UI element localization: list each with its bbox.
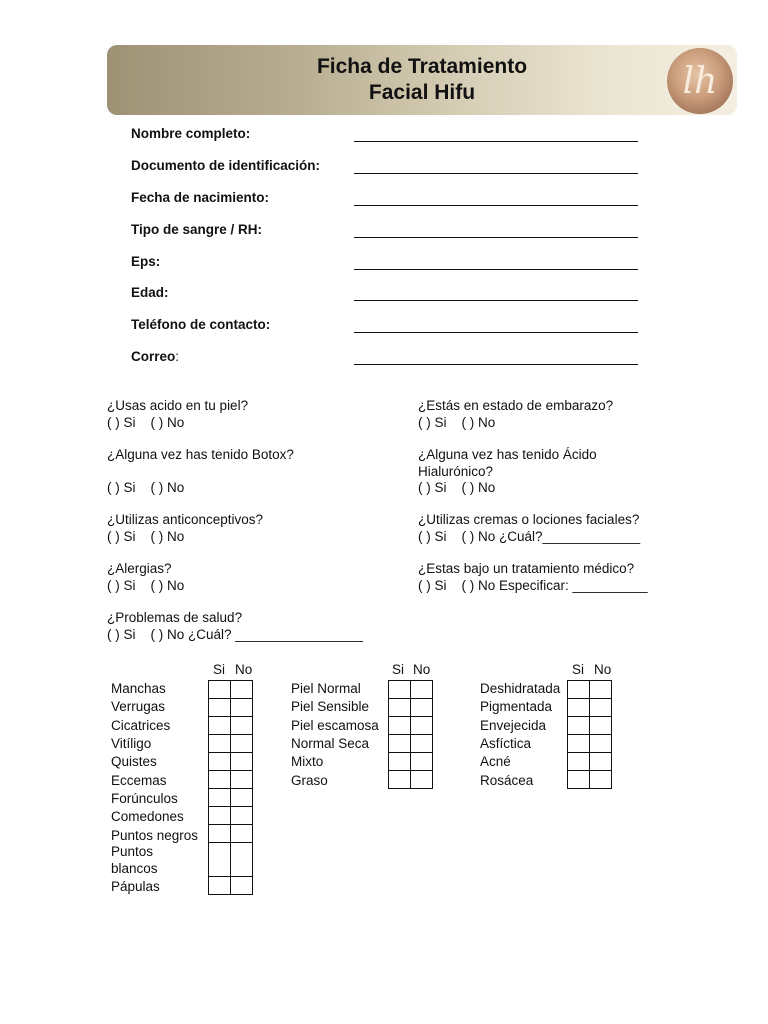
form-title-line1: Ficha de Tratamiento <box>316 55 528 78</box>
checkbox-si[interactable] <box>209 789 231 807</box>
checkbox-no[interactable] <box>231 753 253 771</box>
field-label: Eps: <box>131 254 161 269</box>
brand-logo <box>665 45 735 115</box>
checkbox-si[interactable] <box>209 807 231 825</box>
fill-line[interactable] <box>354 364 638 365</box>
question-cremas <box>418 512 640 545</box>
question-anticonceptivos <box>107 512 263 545</box>
skin-state-label: Acné <box>480 754 511 769</box>
checkbox-no[interactable] <box>231 843 253 877</box>
field-label-bold: Correo <box>131 349 176 364</box>
question-alergias <box>107 561 184 594</box>
question-text: ¿Utilizas anticonceptivos? <box>107 512 264 527</box>
checkbox-no[interactable] <box>231 717 253 735</box>
fill-line[interactable] <box>354 205 638 206</box>
skin-state-label: Deshidratada <box>480 681 561 696</box>
checkbox-si[interactable] <box>568 771 590 789</box>
condition-label: blancos <box>111 861 158 876</box>
checkbox-no[interactable] <box>231 877 253 895</box>
checkbox-no[interactable] <box>411 681 433 699</box>
checkbox-si[interactable] <box>209 825 231 843</box>
checkbox-no[interactable] <box>590 735 612 753</box>
checkbox-no[interactable] <box>590 771 612 789</box>
conditions-checkbox-grid <box>208 680 253 895</box>
checkbox-si[interactable] <box>389 717 411 735</box>
skin-type-label: Piel Normal <box>291 681 361 696</box>
condition-label: Quistes <box>111 754 157 769</box>
condition-label: Cicatrices <box>111 718 171 733</box>
checkbox-si[interactable] <box>209 681 231 699</box>
question-options[interactable]: ( ) Si ( ) No <box>107 577 185 593</box>
checkbox-no[interactable] <box>411 717 433 735</box>
skin-type-label: Graso <box>291 773 328 788</box>
question-botox <box>107 447 294 497</box>
checkbox-no[interactable] <box>231 825 253 843</box>
checkbox-no[interactable] <box>231 789 253 807</box>
grid3-header-no: No <box>594 662 612 677</box>
skin-state-label: Rosácea <box>480 773 534 788</box>
checkbox-no[interactable] <box>411 699 433 717</box>
field-label: Edad: <box>131 285 169 300</box>
question-acido <box>107 398 248 431</box>
grid2-header-no: No <box>413 662 431 677</box>
field-fecha-nacimiento[interactable] <box>131 188 651 212</box>
skin-type-label: Mixto <box>291 754 324 769</box>
question-problemas-salud <box>107 610 363 643</box>
field-label: Tipo de sangre / RH: <box>131 222 263 237</box>
checkbox-si[interactable] <box>389 681 411 699</box>
field-telefono[interactable] <box>131 315 651 339</box>
checkbox-si[interactable] <box>568 681 590 699</box>
checkbox-si[interactable] <box>568 735 590 753</box>
checkbox-si[interactable] <box>389 699 411 717</box>
checkbox-si[interactable] <box>568 753 590 771</box>
fill-line[interactable] <box>354 332 638 333</box>
question-text-line1: ¿Alguna vez has tenido Ácido <box>418 447 597 462</box>
question-text: ¿Estas bajo un tratamiento médico? <box>418 561 635 576</box>
question-options[interactable]: ( ) Si ( ) No <box>107 414 185 430</box>
condition-label: Comedones <box>111 809 184 824</box>
fill-line[interactable] <box>354 237 638 238</box>
question-options[interactable]: ( ) Si ( ) No ¿Cuál?_____________ <box>418 528 641 544</box>
question-text: ¿Problemas de salud? <box>107 610 243 625</box>
grid1-header-si: Si <box>213 662 226 677</box>
skin-types-checkbox-grid <box>388 680 433 789</box>
question-options[interactable]: ( ) Si ( ) No <box>418 414 496 430</box>
checkbox-no[interactable] <box>590 699 612 717</box>
checkbox-si[interactable] <box>389 753 411 771</box>
checkbox-si[interactable] <box>209 699 231 717</box>
skin-state-label: Envejecida <box>480 718 547 733</box>
checkbox-no[interactable] <box>411 771 433 789</box>
checkbox-si[interactable] <box>209 753 231 771</box>
condition-label: Vitíligo <box>111 736 152 751</box>
question-options[interactable]: ( ) Si ( ) No <box>418 480 496 495</box>
condition-label: Verrugas <box>111 699 166 714</box>
checkbox-no[interactable] <box>590 753 612 771</box>
field-tipo-sangre[interactable] <box>131 220 651 244</box>
checkbox-si[interactable] <box>568 699 590 717</box>
field-documento[interactable] <box>131 156 651 180</box>
field-label: Nombre completo: <box>131 126 251 141</box>
checkbox-si[interactable] <box>209 771 231 789</box>
question-text: ¿Alergias? <box>107 561 172 576</box>
question-tratamiento-medico <box>418 561 648 594</box>
question-options[interactable]: ( ) Si ( ) No ¿Cuál? _________________ <box>107 626 363 642</box>
checkbox-no[interactable] <box>231 771 253 789</box>
logo-monogram: lh <box>682 61 718 102</box>
field-label-colon: : <box>175 349 180 364</box>
fill-line[interactable] <box>354 173 638 174</box>
question-text: ¿Utilizas cremas o lociones faciales? <box>418 512 640 527</box>
fill-line[interactable] <box>354 141 638 142</box>
question-options[interactable]: ( ) Si ( ) No <box>107 528 185 544</box>
question-options[interactable]: ( ) Si ( ) No <box>107 480 185 495</box>
field-correo[interactable] <box>131 347 651 371</box>
checkbox-si[interactable] <box>568 717 590 735</box>
checkbox-si[interactable] <box>209 735 231 753</box>
checkbox-si[interactable] <box>209 877 231 895</box>
form-title-line2: Facial Hifu <box>368 81 476 104</box>
checkbox-no[interactable] <box>231 681 253 699</box>
skin-type-label: Normal Seca <box>291 736 370 751</box>
field-label: Documento de identificación: <box>131 158 321 173</box>
condition-label: Manchas <box>111 681 166 696</box>
checkbox-si[interactable] <box>209 717 231 735</box>
grid1-header-no: No <box>235 662 253 677</box>
field-edad[interactable] <box>131 283 651 307</box>
question-embarazo <box>418 398 613 431</box>
skin-state-label: Asfíctica <box>480 736 532 751</box>
checkbox-no[interactable] <box>590 717 612 735</box>
skin-type-label: Piel Sensible <box>291 699 370 714</box>
question-text: ¿Alguna vez has tenido Botox? <box>107 447 294 462</box>
question-text-line2: Hialurónico? <box>418 463 494 479</box>
skin-states-checkbox-grid <box>567 680 612 789</box>
condition-label: Puntos <box>111 844 154 859</box>
question-options[interactable]: ( ) Si ( ) No Especificar: __________ <box>418 577 648 593</box>
condition-label: Eccemas <box>111 773 167 788</box>
checkbox-no[interactable] <box>590 681 612 699</box>
condition-label: Puntos negros <box>111 828 199 843</box>
checkbox-no[interactable] <box>411 735 433 753</box>
skin-type-label: Piel escamosa <box>291 718 379 733</box>
skin-state-label: Pigmentada <box>480 699 553 714</box>
question-acido-hialuronico <box>418 447 597 497</box>
question-text: ¿Usas acido en tu piel? <box>107 398 249 413</box>
fill-line[interactable] <box>354 269 638 270</box>
field-label <box>131 349 179 364</box>
checkbox-no[interactable] <box>411 753 433 771</box>
checkbox-si[interactable] <box>209 843 231 877</box>
checkbox-si[interactable] <box>389 771 411 789</box>
field-nombre[interactable] <box>131 124 651 148</box>
checkbox-no[interactable] <box>231 735 253 753</box>
question-text: ¿Estás en estado de embarazo? <box>418 398 614 413</box>
form-title <box>107 54 737 106</box>
grid2-header-si: Si <box>392 662 405 677</box>
field-label: Teléfono de contacto: <box>131 317 271 332</box>
checkbox-no[interactable] <box>231 699 253 717</box>
header-banner <box>107 45 737 115</box>
fill-line[interactable] <box>354 300 638 301</box>
checkbox-si[interactable] <box>389 735 411 753</box>
grid3-header-si: Si <box>572 662 585 677</box>
condition-label: Pápulas <box>111 879 160 894</box>
checkbox-no[interactable] <box>231 807 253 825</box>
field-label: Fecha de nacimiento: <box>131 190 270 205</box>
condition-label: Forúnculos <box>111 791 178 806</box>
field-eps[interactable] <box>131 252 651 276</box>
